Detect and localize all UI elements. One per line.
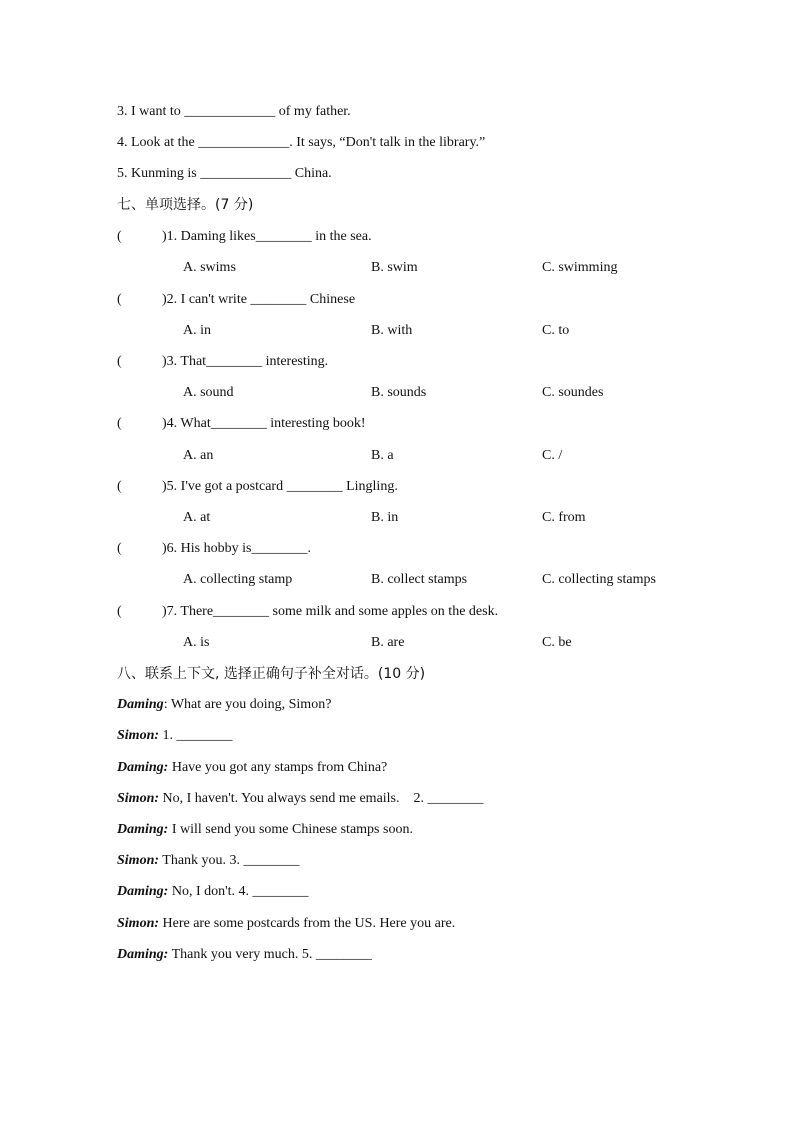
option-a: A. an: [183, 448, 214, 463]
option-c: C. soundes: [542, 385, 604, 400]
question-text: )5. I've got a postcard ________ Lingling.: [162, 479, 398, 494]
question-text: )1. Daming likes________ in the sea.: [162, 229, 372, 244]
dialogue-line-8: [117, 915, 455, 933]
dialogue-text: No, I don't. 4. ________: [171, 884, 309, 899]
answer-paren: (: [117, 604, 122, 619]
answer-paren: (: [117, 292, 122, 307]
speaker: Simon:: [117, 853, 160, 868]
dialogue-line-2: [117, 727, 233, 745]
speaker: Daming:: [117, 884, 169, 899]
question-text: )4. What________ interesting book!: [162, 416, 366, 431]
option-a: A. sound: [183, 385, 234, 400]
speaker: Daming: [117, 697, 164, 712]
dialogue-text: I will send you some Chinese stamps soon.: [171, 822, 413, 837]
dialogue-text: Thank you very much. 5. ________: [171, 947, 372, 962]
section-8-title: 八、联系上下文, 选择正确句子补全对话。(10 分): [117, 666, 426, 682]
option-a: A. at: [183, 510, 211, 525]
option-b: B. swim: [371, 260, 418, 275]
dialogue-line-3: [117, 759, 387, 777]
speaker: Daming:: [117, 822, 169, 837]
dialogue-text: Thank you. 3. ________: [162, 853, 300, 868]
fill-in-3: 3. I want to _____________ of my father.: [117, 104, 351, 119]
option-c: C. be: [542, 635, 572, 650]
answer-paren: (: [117, 416, 122, 431]
question-text: )7. There________ some milk and some apples on the desk.: [162, 604, 499, 619]
answer-paren: (: [117, 354, 122, 369]
dialogue-line-1: [117, 696, 331, 714]
option-b: B. with: [371, 323, 413, 338]
option-c: C. swimming: [542, 260, 618, 275]
option-b: B. a: [371, 448, 394, 463]
speaker: Simon:: [117, 728, 160, 743]
option-c: C. collecting stamps: [542, 572, 656, 587]
answer-paren: (: [117, 479, 122, 494]
dialogue-line-6: [117, 852, 300, 870]
dialogue-line-9: [117, 946, 372, 964]
speaker: Daming:: [117, 947, 169, 962]
option-c: C. /: [542, 448, 563, 463]
option-c: C. to: [542, 323, 570, 338]
fill-in-4: 4. Look at the _____________. It says, “Don't talk in the library.”: [117, 135, 486, 150]
speaker: Simon:: [117, 791, 160, 806]
section-7-title: 七、单项选择。(7 分): [117, 197, 254, 213]
dialogue-line-5: [117, 821, 413, 839]
option-c: C. from: [542, 510, 586, 525]
fill-in-5: 5. Kunming is _____________ China.: [117, 166, 332, 181]
option-a: A. swims: [183, 260, 236, 275]
option-a: A. in: [183, 323, 211, 338]
option-b: B. are: [371, 635, 405, 650]
option-b: B. collect stamps: [371, 572, 468, 587]
dialogue-text: What are you doing, Simon?: [170, 697, 332, 712]
dialogue-text: 1. ________: [162, 728, 233, 743]
option-b: B. in: [371, 510, 399, 525]
question-text: )6. His hobby is________.: [162, 541, 311, 556]
dialogue-text: Here are some postcards from the US. Here you are.: [162, 916, 456, 931]
question-text: )3. That________ interesting.: [162, 354, 329, 369]
dialogue-text: Have you got any stamps from China?: [171, 760, 388, 775]
answer-paren: (: [117, 541, 122, 556]
dialogue-line-7: [117, 883, 309, 901]
dialogue-text: No, I haven't. You always send me emails. 2. ________: [162, 791, 484, 806]
option-a: A. collecting stamp: [183, 572, 293, 587]
dialogue-line-4: [117, 790, 484, 808]
question-text: )2. I can't write ________ Chinese: [162, 292, 356, 307]
option-a: A. is: [183, 635, 210, 650]
speaker: Simon:: [117, 916, 160, 931]
option-b: B. sounds: [371, 385, 427, 400]
answer-paren: (: [117, 229, 122, 244]
separator: :: [163, 697, 171, 712]
speaker: Daming:: [117, 760, 169, 775]
